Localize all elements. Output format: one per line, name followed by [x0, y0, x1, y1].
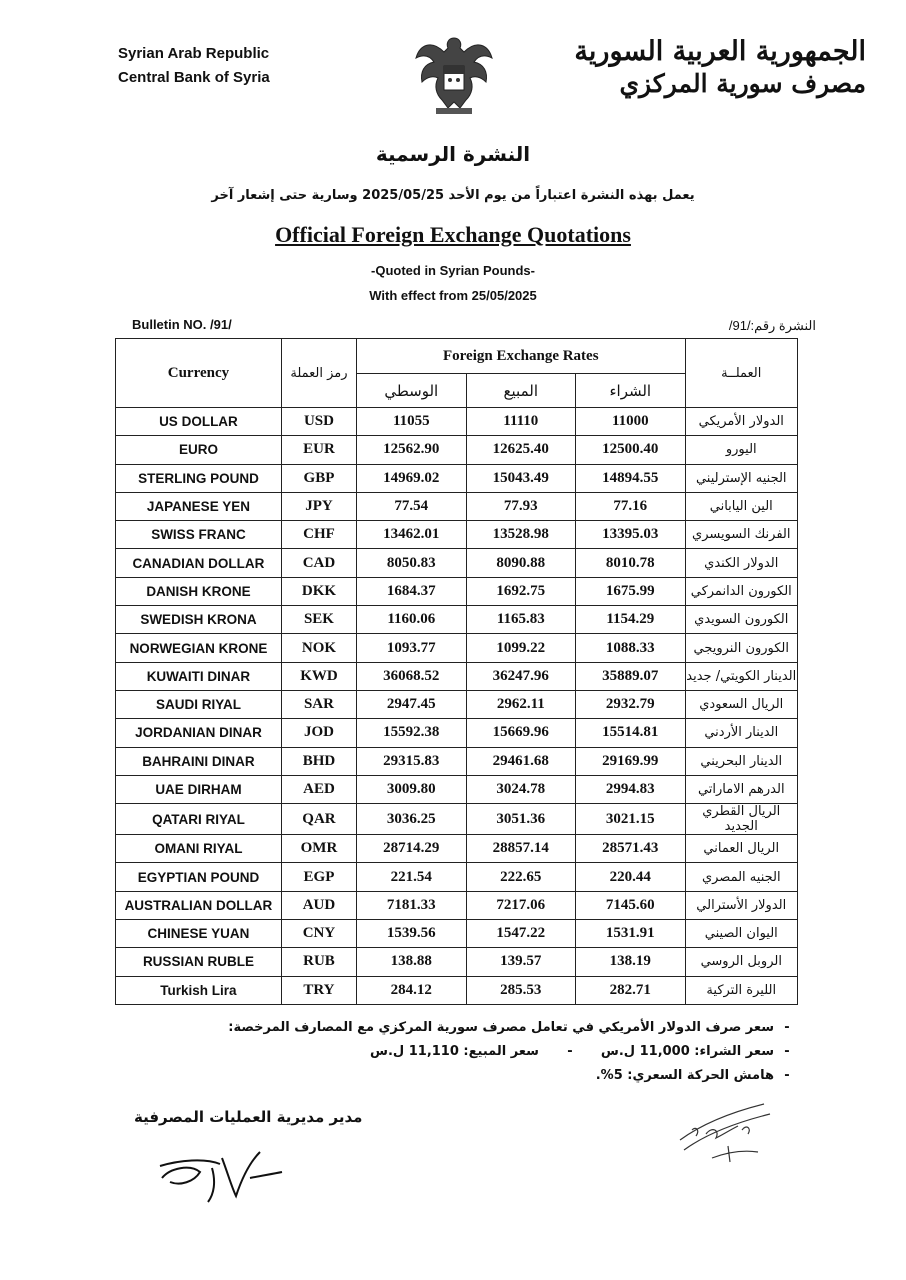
mid-rate-cell: 1539.56: [357, 920, 467, 948]
currency-code-cell: JOD: [281, 719, 356, 747]
buy-rate-cell: 35889.07: [576, 662, 686, 690]
table-row: [116, 662, 798, 690]
currency-name-cell: QATARI RIYAL: [116, 804, 282, 835]
mid-rate-cell: 13462.01: [357, 521, 467, 549]
currency-name-ar-cell: اليوان الصيني: [685, 920, 797, 948]
notes: [100, 1016, 800, 1088]
currency-name-cell: US DOLLAR: [116, 408, 282, 436]
mid-rate-cell: 15592.38: [357, 719, 467, 747]
sell-rate-cell: 139.57: [466, 948, 576, 976]
mid-rate-cell: 3009.80: [357, 775, 467, 803]
currency-code-cell: OMR: [281, 835, 356, 863]
buy-rate-cell: 1675.99: [576, 577, 686, 605]
sell-rate-cell: 36247.96: [466, 662, 576, 690]
currency-name-ar-cell: الكورون الدانمركي: [685, 577, 797, 605]
title-en: Official Foreign Exchange Quotations: [275, 222, 631, 247]
mid-rate-cell: 12562.90: [357, 436, 467, 464]
currency-name-ar-cell: الدولار الكندي: [685, 549, 797, 577]
currency-name-cell: Turkish Lira: [116, 976, 282, 1004]
sell-rate-cell: 1547.22: [466, 920, 576, 948]
mid-rate-cell: 1160.06: [357, 606, 467, 634]
table-row: [116, 577, 798, 605]
currency-name-cell: KUWAITI DINAR: [116, 662, 282, 690]
currency-name-cell: STERLING POUND: [116, 464, 282, 492]
note-line-1: -سعر صرف الدولار الأمريكي في تعامل مصرف سورية المركزي مع المصارف المرخصة:: [228, 1020, 790, 1035]
sell-rate-cell: 29461.68: [466, 747, 576, 775]
header-ar: [574, 36, 866, 98]
table-row: [116, 747, 798, 775]
currency-code-cell: QAR: [281, 804, 356, 835]
buy-rate-cell: 29169.99: [576, 747, 686, 775]
buy-rate-cell: 220.44: [576, 863, 686, 891]
header-currency-ar: العملــة: [685, 339, 797, 408]
header-currency: Currency: [116, 339, 282, 408]
sell-rate-cell: 2962.11: [466, 690, 576, 718]
currency-code-cell: KWD: [281, 662, 356, 690]
currency-name-ar-cell: الريال العماني: [685, 835, 797, 863]
currency-name-cell: CANADIAN DOLLAR: [116, 549, 282, 577]
header-en: [118, 42, 270, 90]
currency-code-cell: AED: [281, 775, 356, 803]
table-row: [116, 521, 798, 549]
sell-rate-cell: 8090.88: [466, 549, 576, 577]
currency-name-ar-cell: الريال السعودي: [685, 690, 797, 718]
currency-name-ar-cell: الدينار الأردني: [685, 719, 797, 747]
sell-rate-cell: 285.53: [466, 976, 576, 1004]
currency-code-cell: GBP: [281, 464, 356, 492]
bulletin-number-en: Bulletin NO. /91/: [132, 317, 232, 332]
currency-code-cell: NOK: [281, 634, 356, 662]
signature-title: مدير مديرية العمليات المصرفية: [134, 1108, 363, 1126]
eagle-emblem-icon: [414, 30, 494, 120]
mid-rate-cell: 7181.33: [357, 891, 467, 919]
mid-rate-cell: 221.54: [357, 863, 467, 891]
buy-rate-cell: 1531.91: [576, 920, 686, 948]
currency-name-ar-cell: الكورون النرويجي: [685, 634, 797, 662]
currency-code-cell: AUD: [281, 891, 356, 919]
currency-name-cell: SWISS FRANC: [116, 521, 282, 549]
sell-rate-cell: 222.65: [466, 863, 576, 891]
mid-rate-cell: 29315.83: [357, 747, 467, 775]
currency-name-ar-cell: الجنيه الإسترليني: [685, 464, 797, 492]
currency-name-cell: BAHRAINI DINAR: [116, 747, 282, 775]
currency-name-cell: JORDANIAN DINAR: [116, 719, 282, 747]
mid-rate-cell: 36068.52: [357, 662, 467, 690]
sell-rate-cell: 3024.78: [466, 775, 576, 803]
table-row: [116, 492, 798, 520]
sell-rate-cell: 11110: [466, 408, 576, 436]
currency-name-cell: DANISH KRONE: [116, 577, 282, 605]
buy-rate-cell: 282.71: [576, 976, 686, 1004]
buy-rate-cell: 2932.79: [576, 690, 686, 718]
header-buy-ar: الشراء: [576, 374, 686, 408]
header-code-ar: رمز العملة: [281, 339, 356, 408]
header-en-line2: Central Bank of Syria: [118, 69, 270, 86]
buy-rate-cell: 15514.81: [576, 719, 686, 747]
mid-rate-cell: 11055: [357, 408, 467, 436]
buy-rate-cell: 12500.40: [576, 436, 686, 464]
buy-rate-cell: 77.16: [576, 492, 686, 520]
buy-rate-cell: 11000: [576, 408, 686, 436]
table-row: [116, 408, 798, 436]
currency-code-cell: USD: [281, 408, 356, 436]
mid-rate-cell: 1093.77: [357, 634, 467, 662]
sell-rate-cell: 1692.75: [466, 577, 576, 605]
currency-name-ar-cell: الدولار الأمريكي: [685, 408, 797, 436]
sell-rate-cell: 15043.49: [466, 464, 576, 492]
header-sell-ar: المبيع: [466, 374, 576, 408]
note-3-text: هامش الحركة السعري: 5%.: [595, 1068, 774, 1083]
subtitle-ar: يعمل بهذه النشرة اعتباراً من يوم الأحد 2025/05/25 وسارية حتى إشعار آخر: [211, 188, 695, 203]
table-row: [116, 690, 798, 718]
sell-rate-cell: 13528.98: [466, 521, 576, 549]
currency-code-cell: CHF: [281, 521, 356, 549]
currency-name-cell: EGYPTIAN POUND: [116, 863, 282, 891]
rates-table: [115, 338, 798, 1005]
table-row: [116, 606, 798, 634]
currency-name-cell: RUSSIAN RUBLE: [116, 948, 282, 976]
quoted-note: -Quoted in Syrian Pounds-: [371, 263, 535, 278]
currency-code-cell: BHD: [281, 747, 356, 775]
table-row: [116, 634, 798, 662]
currency-code-cell: EUR: [281, 436, 356, 464]
currency-name-ar-cell: الروبل الروسي: [685, 948, 797, 976]
sell-rate-cell: 28857.14: [466, 835, 576, 863]
mid-rate-cell: 14969.02: [357, 464, 467, 492]
currency-name-ar-cell: اليورو: [685, 436, 797, 464]
mid-rate-cell: 8050.83: [357, 549, 467, 577]
currency-name-ar-cell: الريال القطري الجديد: [685, 804, 797, 835]
currency-name-ar-cell: الدولار الأسترالي: [685, 891, 797, 919]
table-row: [116, 464, 798, 492]
buy-rate-cell: 28571.43: [576, 835, 686, 863]
currency-code-cell: DKK: [281, 577, 356, 605]
currency-code-cell: SAR: [281, 690, 356, 718]
table-row: [116, 891, 798, 919]
currency-name-ar-cell: الدرهم الاماراتي: [685, 775, 797, 803]
buy-rate-cell: 1154.29: [576, 606, 686, 634]
mid-rate-cell: 3036.25: [357, 804, 467, 835]
bulletin-number-ar: النشرة رقم:/91/: [728, 318, 816, 333]
buy-rate-cell: 2994.83: [576, 775, 686, 803]
sell-rate-cell: 15669.96: [466, 719, 576, 747]
note-1-text: سعر صرف الدولار الأمريكي في تعامل مصرف سورية المركزي مع المصارف المرخصة:: [228, 1020, 774, 1035]
table-row: [116, 863, 798, 891]
currency-code-cell: JPY: [281, 492, 356, 520]
note-2-buy: سعر الشراء: 11,000 ل.س: [600, 1044, 774, 1059]
currency-name-cell: SAUDI RIYAL: [116, 690, 282, 718]
buy-rate-cell: 13395.03: [576, 521, 686, 549]
currency-name-cell: CHINESE YUAN: [116, 920, 282, 948]
buy-rate-cell: 14894.55: [576, 464, 686, 492]
table-row: [116, 775, 798, 803]
note-line-2: -سعر الشراء: 11,000 ل.س-سعر المبيع: 11,110 ل.س: [370, 1044, 790, 1059]
table-row: [116, 719, 798, 747]
currency-code-cell: SEK: [281, 606, 356, 634]
currency-name-cell: EURO: [116, 436, 282, 464]
table-row: [116, 549, 798, 577]
sell-rate-cell: 1165.83: [466, 606, 576, 634]
mid-rate-cell: 1684.37: [357, 577, 467, 605]
currency-name-cell: AUSTRALIAN DOLLAR: [116, 891, 282, 919]
effect-date: With effect from 25/05/2025: [369, 288, 537, 303]
mid-rate-cell: 284.12: [357, 976, 467, 1004]
currency-code-cell: EGP: [281, 863, 356, 891]
currency-code-cell: TRY: [281, 976, 356, 1004]
table-row: [116, 436, 798, 464]
currency-code-cell: CNY: [281, 920, 356, 948]
buy-rate-cell: 7145.60: [576, 891, 686, 919]
table-row: [116, 948, 798, 976]
mid-rate-cell: 2947.45: [357, 690, 467, 718]
header-rates-group: Foreign Exchange Rates: [357, 339, 686, 374]
currency-code-cell: RUB: [281, 948, 356, 976]
currency-name-ar-cell: الدينار البحريني: [685, 747, 797, 775]
currency-code-cell: CAD: [281, 549, 356, 577]
director-signature-icon: [150, 1138, 290, 1208]
sell-rate-cell: 77.93: [466, 492, 576, 520]
currency-name-cell: JAPANESE YEN: [116, 492, 282, 520]
currency-name-ar-cell: الكورون السويدي: [685, 606, 797, 634]
currency-name-ar-cell: الفرنك السويسري: [685, 521, 797, 549]
currency-name-cell: SWEDISH KRONA: [116, 606, 282, 634]
initials-signature-icon: [672, 1100, 782, 1170]
header-mid-ar: الوسطي: [357, 374, 467, 408]
table-row: [116, 920, 798, 948]
sell-rate-cell: 12625.40: [466, 436, 576, 464]
buy-rate-cell: 8010.78: [576, 549, 686, 577]
currency-name-cell: OMANI RIYAL: [116, 835, 282, 863]
note-line-3: -هامش الحركة السعري: 5%.: [595, 1068, 790, 1083]
buy-rate-cell: 138.19: [576, 948, 686, 976]
header-en-line1: Syrian Arab Republic: [118, 45, 270, 62]
currency-name-ar-cell: الدينار الكويتي/ جديد: [685, 662, 797, 690]
buy-rate-cell: 1088.33: [576, 634, 686, 662]
buy-rate-cell: 3021.15: [576, 804, 686, 835]
sell-rate-cell: 1099.22: [466, 634, 576, 662]
table-row: [116, 976, 798, 1004]
header-ar-line1: الجمهورية العربية السورية: [574, 36, 866, 67]
mid-rate-cell: 77.54: [357, 492, 467, 520]
currency-name-ar-cell: الين الياباني: [685, 492, 797, 520]
mid-rate-cell: 138.88: [357, 948, 467, 976]
sell-rate-cell: 7217.06: [466, 891, 576, 919]
currency-name-cell: NORWEGIAN KRONE: [116, 634, 282, 662]
table-row: [116, 835, 798, 863]
currency-name-ar-cell: الليرة التركية: [685, 976, 797, 1004]
mid-rate-cell: 28714.29: [357, 835, 467, 863]
currency-name-cell: UAE DIRHAM: [116, 775, 282, 803]
title-ar: النشرة الرسمية: [375, 142, 531, 166]
note-2-sell: سعر المبيع: 11,110 ل.س: [370, 1044, 539, 1059]
header-ar-line2: مصرف سورية المركزي: [619, 69, 866, 98]
table-row: [116, 804, 798, 835]
currency-name-ar-cell: الجنيه المصري: [685, 863, 797, 891]
sell-rate-cell: 3051.36: [466, 804, 576, 835]
